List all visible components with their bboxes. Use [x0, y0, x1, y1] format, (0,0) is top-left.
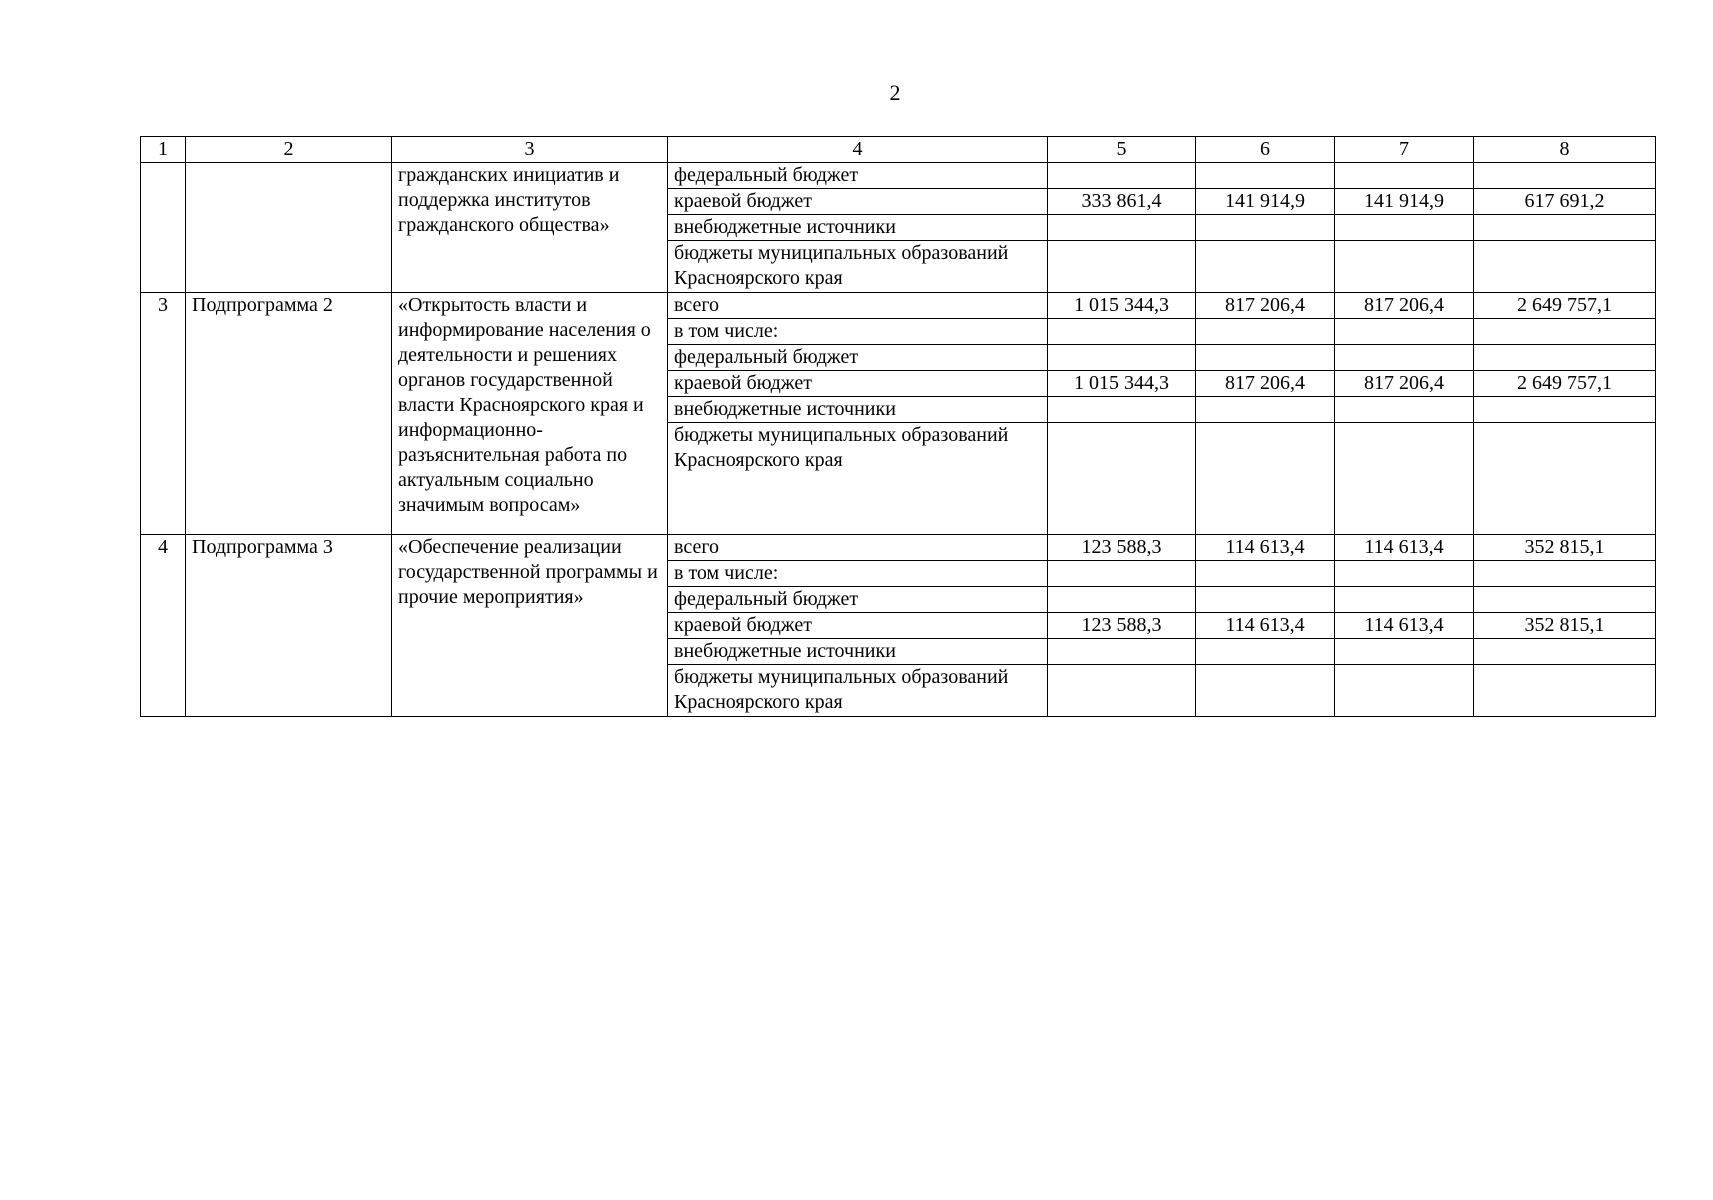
amount-cell-v8 — [1474, 241, 1656, 293]
amount-cell-v8: 2 649 757,1 — [1474, 293, 1656, 319]
amount-cell-v8: 617 691,2 — [1474, 189, 1656, 215]
program-name-cell: Подпрограмма 3 — [186, 535, 392, 717]
amount-cell-v6: 114 613,4 — [1196, 535, 1335, 561]
amount-cell-v5 — [1048, 397, 1196, 423]
page-number: 2 — [889, 80, 901, 105]
amount-cell-v5 — [1048, 665, 1196, 717]
funding-source-cell: федеральный бюджет — [668, 587, 1048, 613]
program-name-cell: Подпрограмма 2 — [186, 293, 392, 535]
header-cell: 1 — [141, 137, 186, 163]
table-body — [141, 137, 1656, 717]
amount-cell-v8: 2 649 757,1 — [1474, 371, 1656, 397]
amount-cell-v8: 352 815,1 — [1474, 535, 1656, 561]
amount-cell-v5: 123 588,3 — [1048, 535, 1196, 561]
amount-cell-v7 — [1335, 163, 1474, 189]
amount-cell-v6 — [1196, 587, 1335, 613]
header-cell: 8 — [1474, 137, 1656, 163]
program-name-cell — [186, 163, 392, 293]
amount-cell-v6 — [1196, 423, 1335, 535]
table-row — [141, 535, 1656, 561]
amount-cell-v7 — [1335, 587, 1474, 613]
amount-cell-v5: 1 015 344,3 — [1048, 293, 1196, 319]
amount-cell-v7 — [1335, 397, 1474, 423]
amount-cell-v6: 817 206,4 — [1196, 371, 1335, 397]
amount-cell-v6: 817 206,4 — [1196, 293, 1335, 319]
row-number-cell: 4 — [141, 535, 186, 717]
amount-cell-v5 — [1048, 319, 1196, 345]
amount-cell-v8 — [1474, 561, 1656, 587]
header-cell: 5 — [1048, 137, 1196, 163]
funding-source-cell: бюджеты муниципальных образований Красноярского края — [668, 423, 1048, 535]
header-cell: 7 — [1335, 137, 1474, 163]
row-number-cell: 3 — [141, 293, 186, 535]
program-description-cell: «Открытость власти и информирование населения о деятельности и решениях органов государственной власти Красноярского края и информационно-разъяснительная работа по актуальным социально значимым вопросам» — [392, 293, 668, 535]
table-row — [141, 293, 1656, 319]
amount-cell-v7: 817 206,4 — [1335, 293, 1474, 319]
amount-cell-v5 — [1048, 163, 1196, 189]
funding-source-cell: в том числе: — [668, 561, 1048, 587]
amount-cell-v8 — [1474, 215, 1656, 241]
amount-cell-v7 — [1335, 241, 1474, 293]
amount-cell-v7: 141 914,9 — [1335, 189, 1474, 215]
amount-cell-v8 — [1474, 345, 1656, 371]
amount-cell-v7 — [1335, 561, 1474, 587]
header-row — [141, 137, 1656, 163]
amount-cell-v8 — [1474, 423, 1656, 535]
amount-cell-v7: 114 613,4 — [1335, 613, 1474, 639]
funding-source-cell: бюджеты муниципальных образований Красноярского края — [668, 241, 1048, 293]
amount-cell-v7 — [1335, 319, 1474, 345]
amount-cell-v5 — [1048, 423, 1196, 535]
header-cell: 2 — [186, 137, 392, 163]
amount-cell-v6 — [1196, 639, 1335, 665]
amount-cell-v8 — [1474, 397, 1656, 423]
funding-source-cell: всего — [668, 293, 1048, 319]
amount-cell-v6 — [1196, 397, 1335, 423]
budget-table — [140, 136, 1656, 717]
amount-cell-v8 — [1474, 163, 1656, 189]
amount-cell-v5 — [1048, 587, 1196, 613]
amount-cell-v8: 352 815,1 — [1474, 613, 1656, 639]
amount-cell-v6 — [1196, 215, 1335, 241]
funding-source-cell: внебюджетные источники — [668, 639, 1048, 665]
amount-cell-v7 — [1335, 423, 1474, 535]
amount-cell-v8 — [1474, 639, 1656, 665]
amount-cell-v6 — [1196, 665, 1335, 717]
amount-cell-v6 — [1196, 319, 1335, 345]
funding-source-cell: внебюджетные источники — [668, 215, 1048, 241]
amount-cell-v7: 817 206,4 — [1335, 371, 1474, 397]
amount-cell-v8 — [1474, 665, 1656, 717]
table-row — [141, 163, 1656, 189]
header-cell: 4 — [668, 137, 1048, 163]
amount-cell-v5: 123 588,3 — [1048, 613, 1196, 639]
amount-cell-v7: 114 613,4 — [1335, 535, 1474, 561]
amount-cell-v5 — [1048, 241, 1196, 293]
amount-cell-v7 — [1335, 345, 1474, 371]
row-number-cell — [141, 163, 186, 293]
funding-source-cell: краевой бюджет — [668, 189, 1048, 215]
amount-cell-v6: 114 613,4 — [1196, 613, 1335, 639]
amount-cell-v6 — [1196, 241, 1335, 293]
funding-source-cell: внебюджетные источники — [668, 397, 1048, 423]
amount-cell-v7 — [1335, 665, 1474, 717]
amount-cell-v5 — [1048, 215, 1196, 241]
amount-cell-v5 — [1048, 561, 1196, 587]
header-cell: 3 — [392, 137, 668, 163]
program-description-cell: гражданских инициатив и поддержка институтов гражданского общества» — [392, 163, 668, 293]
amount-cell-v6 — [1196, 561, 1335, 587]
funding-source-cell: бюджеты муниципальных образований Красноярского края — [668, 665, 1048, 717]
program-description-cell: «Обеспечение реализации государственной программы и прочие мероприятия» — [392, 535, 668, 717]
amount-cell-v5: 333 861,4 — [1048, 189, 1196, 215]
funding-source-cell: краевой бюджет — [668, 613, 1048, 639]
amount-cell-v5 — [1048, 345, 1196, 371]
funding-source-cell: всего — [668, 535, 1048, 561]
amount-cell-v6 — [1196, 163, 1335, 189]
amount-cell-v5 — [1048, 639, 1196, 665]
amount-cell-v6 — [1196, 345, 1335, 371]
amount-cell-v8 — [1474, 319, 1656, 345]
amount-cell-v8 — [1474, 587, 1656, 613]
funding-source-cell: федеральный бюджет — [668, 163, 1048, 189]
funding-source-cell: федеральный бюджет — [668, 345, 1048, 371]
amount-cell-v7 — [1335, 639, 1474, 665]
amount-cell-v6: 141 914,9 — [1196, 189, 1335, 215]
amount-cell-v7 — [1335, 215, 1474, 241]
header-cell: 6 — [1196, 137, 1335, 163]
funding-source-cell: в том числе: — [668, 319, 1048, 345]
amount-cell-v5: 1 015 344,3 — [1048, 371, 1196, 397]
funding-source-cell: краевой бюджет — [668, 371, 1048, 397]
